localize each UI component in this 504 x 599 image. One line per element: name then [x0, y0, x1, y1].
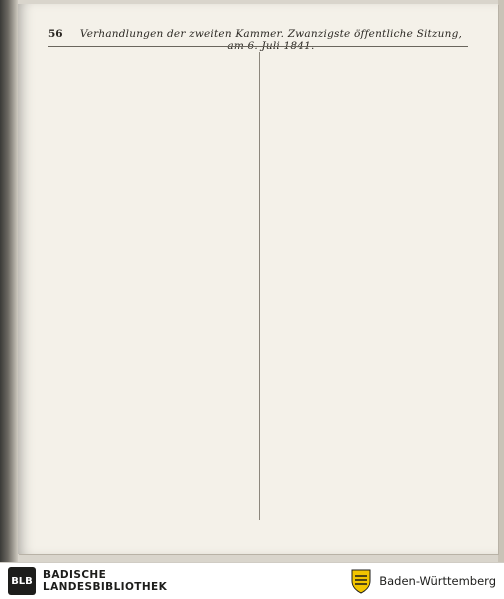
text-line: [48, 204, 244, 216]
text-line: [274, 297, 470, 309]
running-head-title: Verhandlungen der zweiten Kammer. Zwanzigste öffentliche Sitzung, am 6. Juli 1841.: [79, 28, 463, 52]
text-line: [274, 391, 470, 403]
text-line: [48, 333, 244, 345]
text-line: [274, 438, 470, 450]
text-line: [274, 274, 470, 286]
text-line: [274, 99, 470, 111]
text-line: [48, 181, 244, 193]
text-line: [48, 134, 244, 146]
text-line: [48, 99, 244, 111]
text-line: [48, 391, 244, 403]
text-line: [48, 321, 244, 333]
blb-logo: BLB: [8, 567, 36, 595]
text-line: [48, 64, 244, 76]
running-head: [48, 28, 468, 52]
text-line: [274, 508, 470, 520]
left-text-column: [48, 52, 244, 520]
text-line: [274, 122, 470, 134]
book-binding-shadow: [0, 0, 18, 562]
text-line: [48, 508, 244, 520]
text-line: [274, 344, 470, 356]
coat-of-arms-icon: [350, 568, 372, 594]
text-line: [48, 192, 244, 204]
text-line: [274, 414, 470, 426]
text-line: [274, 473, 470, 485]
text-line: [48, 379, 244, 391]
text-line: [48, 414, 244, 426]
text-line: [48, 368, 244, 380]
library-name-line: LANDESBIBLIOTHEK: [43, 581, 168, 593]
page-number: 56: [48, 28, 63, 40]
text-line: [274, 227, 470, 239]
text-line: [48, 403, 244, 415]
text-line: [48, 297, 244, 309]
text-line: [274, 181, 470, 193]
text-line: [274, 239, 470, 251]
text-line: [274, 146, 470, 158]
text-line: [48, 146, 244, 158]
text-line: [274, 309, 470, 321]
text-line: [48, 110, 244, 122]
text-line: [48, 216, 244, 228]
text-line: [274, 426, 470, 438]
text-line: [48, 262, 244, 274]
text-line: [48, 484, 244, 496]
library-footer: [0, 562, 504, 599]
text-line: [48, 461, 244, 473]
text-line: [274, 251, 470, 263]
text-line: [48, 496, 244, 508]
column-divider: [259, 52, 260, 520]
text-line: [48, 473, 244, 485]
text-line: [48, 227, 244, 239]
text-line: [48, 52, 244, 64]
text-line: [274, 379, 470, 391]
text-line: [274, 204, 470, 216]
text-line: [274, 169, 470, 181]
text-line: [48, 169, 244, 181]
text-line: [274, 403, 470, 415]
text-line: [48, 438, 244, 450]
text-line: [274, 356, 470, 368]
text-line: [274, 110, 470, 122]
state-mark: [350, 568, 496, 594]
text-line: [48, 309, 244, 321]
text-line: [48, 251, 244, 263]
text-line: [274, 75, 470, 87]
text-line: [274, 368, 470, 380]
text-line: [48, 344, 244, 356]
text-line: [274, 496, 470, 508]
library-name-line: BADISCHE: [43, 569, 107, 581]
text-line: [274, 333, 470, 345]
text-line: [274, 461, 470, 473]
text-line: [274, 216, 470, 228]
text-line: [48, 239, 244, 251]
text-line: [274, 262, 470, 274]
text-line: [48, 75, 244, 87]
text-line: [274, 87, 470, 99]
text-line: [274, 449, 470, 461]
text-line: [274, 157, 470, 169]
text-line: [48, 286, 244, 298]
text-line: [48, 274, 244, 286]
text-line: [48, 426, 244, 438]
page-edge: [498, 0, 504, 562]
text-line: [48, 122, 244, 134]
library-name: [43, 569, 167, 593]
state-name: Baden-Württemberg: [379, 574, 496, 588]
text-line: [274, 192, 470, 204]
text-line: [48, 157, 244, 169]
text-line: [48, 87, 244, 99]
text-line: [48, 449, 244, 461]
text-line: [274, 286, 470, 298]
right-text-column: [274, 52, 470, 520]
text-line: [274, 64, 470, 76]
text-line: [274, 484, 470, 496]
text-line: [48, 356, 244, 368]
text-line: [274, 52, 470, 64]
header-rule: [48, 46, 468, 47]
text-line: [274, 321, 470, 333]
text-line: [274, 134, 470, 146]
